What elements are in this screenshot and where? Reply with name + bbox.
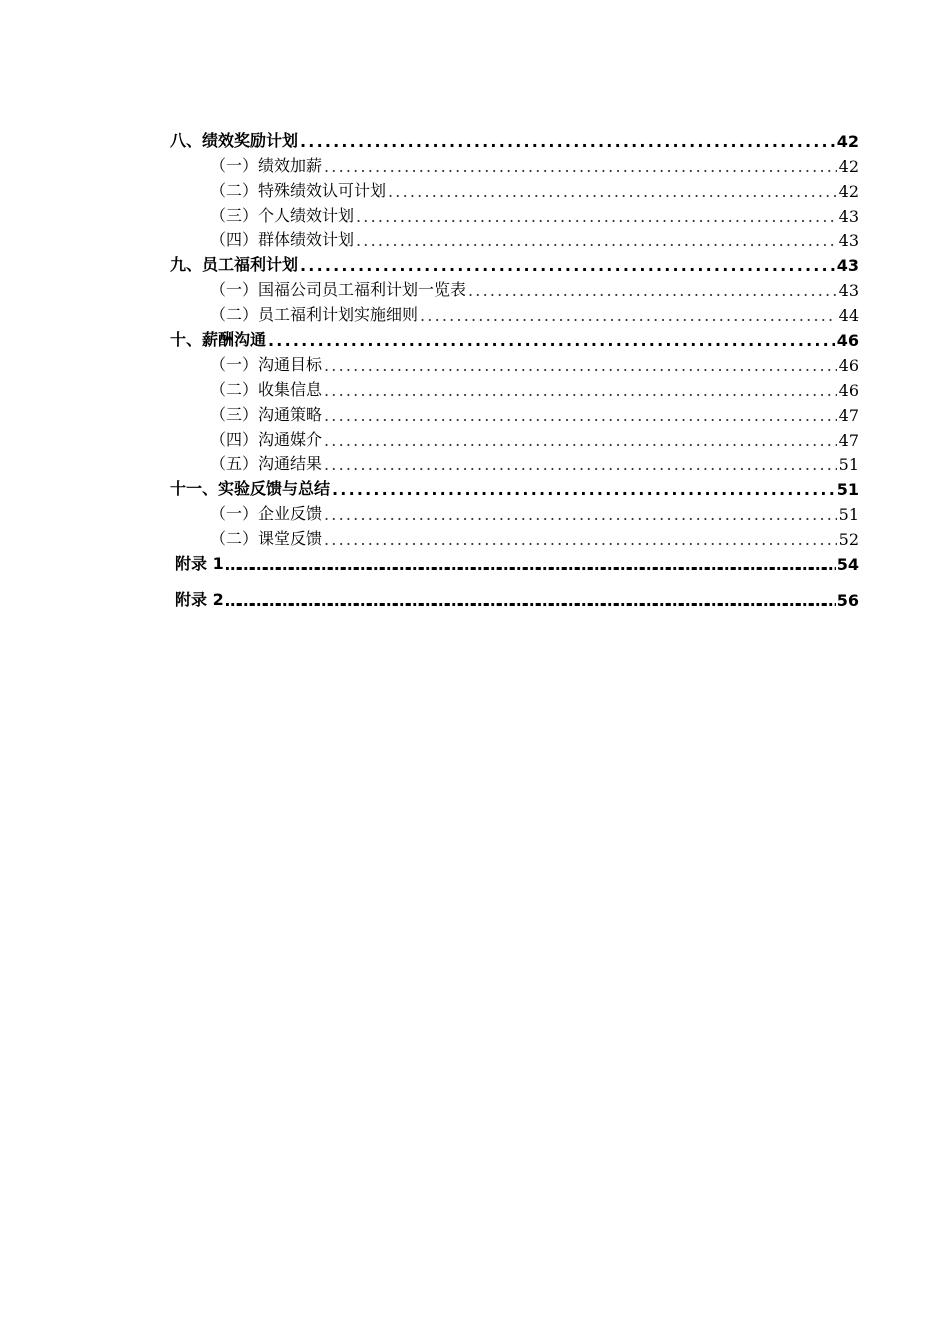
toc-entry-label: （三）沟通策略 bbox=[210, 404, 323, 424]
toc-entry-page-number: 51 bbox=[838, 505, 859, 525]
toc-entry-appendix-2[interactable] bbox=[170, 585, 859, 610]
toc-entry-page-number: 43 bbox=[838, 206, 859, 226]
toc-entry-page-number: 43 bbox=[836, 256, 859, 276]
toc-entry-label: 附录 1 bbox=[175, 554, 224, 574]
dot-leader bbox=[356, 207, 837, 226]
toc-entry-page-number: 46 bbox=[836, 331, 859, 351]
dot-leader bbox=[300, 132, 835, 151]
dot-leader bbox=[468, 281, 837, 300]
toc-entry-10-1[interactable] bbox=[170, 350, 859, 375]
dot-leader bbox=[324, 406, 837, 425]
toc-entry-8-1[interactable] bbox=[170, 151, 859, 176]
dot-leader bbox=[324, 356, 837, 375]
toc-entry-page-number: 56 bbox=[836, 590, 859, 610]
dot-leader bbox=[324, 505, 837, 524]
toc-entry-label: （五）沟通结果 bbox=[210, 454, 323, 474]
toc-entry-label: （二）收集信息 bbox=[210, 379, 323, 399]
toc-entry-9-1[interactable] bbox=[170, 275, 859, 300]
toc-entry-8-2[interactable] bbox=[170, 176, 859, 201]
toc-entry-page-number: 47 bbox=[838, 430, 859, 450]
toc-entry-label: （三）个人绩效计划 bbox=[210, 205, 355, 225]
toc-entry-section-8[interactable] bbox=[170, 126, 859, 151]
toc-entry-page-number: 51 bbox=[836, 480, 859, 500]
toc-entry-page-number: 42 bbox=[838, 181, 859, 201]
toc-entry-page-number: 46 bbox=[838, 355, 859, 375]
toc-entry-label: 十、薪酬沟通 bbox=[170, 330, 267, 350]
toc-entry-page-number: 52 bbox=[838, 530, 859, 550]
toc-entry-page-number: 43 bbox=[838, 231, 859, 251]
toc-entry-11-2[interactable] bbox=[170, 524, 859, 549]
toc-entry-label: 附录 2 bbox=[175, 589, 224, 609]
dot-leader bbox=[356, 231, 837, 250]
toc-entry-page-number: 51 bbox=[838, 455, 859, 475]
dot-leader bbox=[268, 331, 835, 350]
toc-entry-label: （二）课堂反馈 bbox=[210, 529, 323, 549]
toc-entry-10-2[interactable] bbox=[170, 375, 859, 400]
toc-entry-9-2[interactable] bbox=[170, 300, 859, 325]
dot-leader bbox=[420, 306, 837, 325]
dot-leader bbox=[300, 256, 835, 275]
dot-leader bbox=[324, 530, 837, 549]
toc-entry-section-11[interactable] bbox=[170, 474, 859, 499]
toc-entry-label: 九、员工福利计划 bbox=[170, 255, 299, 275]
toc-entry-label: （一）企业反馈 bbox=[210, 504, 323, 524]
toc-entry-label: （二）员工福利计划实施细则 bbox=[210, 305, 419, 325]
table-of-contents bbox=[170, 126, 859, 610]
toc-entry-page-number: 54 bbox=[836, 555, 859, 575]
toc-entry-10-4[interactable] bbox=[170, 425, 859, 450]
toc-entry-section-9[interactable] bbox=[170, 250, 859, 275]
toc-entry-page-number: 42 bbox=[836, 131, 859, 151]
toc-entry-label: （一）绩效加薪 bbox=[210, 155, 323, 175]
dot-leader bbox=[225, 555, 836, 574]
toc-entry-label: （一）沟通目标 bbox=[210, 354, 323, 374]
toc-entry-label: （二）特殊绩效认可计划 bbox=[210, 180, 387, 200]
toc-entry-10-3[interactable] bbox=[170, 400, 859, 425]
toc-entry-page-number: 46 bbox=[838, 380, 859, 400]
dot-leader bbox=[324, 455, 837, 474]
toc-entry-11-1[interactable] bbox=[170, 499, 859, 524]
dot-leader bbox=[388, 182, 837, 201]
dot-leader bbox=[324, 381, 837, 400]
toc-entry-label: （一）国福公司员工福利计划一览表 bbox=[210, 280, 467, 300]
toc-entry-10-5[interactable] bbox=[170, 450, 859, 475]
toc-entry-label: （四）群体绩效计划 bbox=[210, 230, 355, 250]
toc-entry-section-10[interactable] bbox=[170, 325, 859, 350]
dot-leader bbox=[324, 431, 837, 450]
toc-entry-page-number: 42 bbox=[838, 156, 859, 176]
toc-entry-8-4[interactable] bbox=[170, 226, 859, 251]
toc-entry-label: （四）沟通媒介 bbox=[210, 429, 323, 449]
toc-entry-page-number: 47 bbox=[838, 405, 859, 425]
toc-entry-label: 八、绩效奖励计划 bbox=[170, 130, 299, 150]
dot-leader bbox=[225, 591, 836, 610]
toc-entry-8-3[interactable] bbox=[170, 201, 859, 226]
toc-entry-appendix-1[interactable] bbox=[170, 549, 859, 574]
dot-leader bbox=[324, 157, 837, 176]
dot-leader bbox=[332, 480, 835, 499]
toc-entry-page-number: 44 bbox=[838, 306, 859, 326]
toc-entry-page-number: 43 bbox=[838, 281, 859, 301]
toc-entry-label: 十一、实验反馈与总结 bbox=[170, 479, 331, 499]
